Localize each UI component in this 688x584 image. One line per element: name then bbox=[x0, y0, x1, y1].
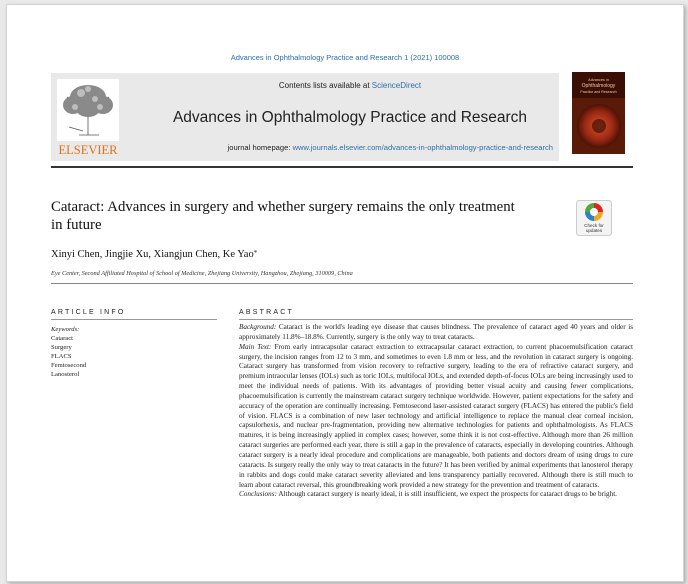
sciencedirect-link[interactable]: ScienceDirect bbox=[371, 81, 422, 90]
affiliation: Eye Center, Second Affiliated Hospital of School of Medicine, Zhejiang University, Hangzhou, Zhejiang, 310009, China bbox=[51, 270, 353, 277]
journal-citation: Advances in Ophthalmology Practice and Research 1 (2021) 100008 bbox=[230, 53, 460, 62]
check-for-updates-badge[interactable] bbox=[576, 200, 612, 236]
section-separator bbox=[51, 283, 633, 284]
keyword: Lanosterol bbox=[51, 371, 80, 378]
abstract-rule bbox=[239, 319, 633, 320]
conclusions-text: Although cataract surgery is nearly ideal, it is still insufficient, we expect the prospects for cataract drugs to be bright. bbox=[278, 490, 617, 499]
publisher-name: ELSEVIER bbox=[58, 143, 118, 157]
abstract-main-text bbox=[239, 343, 633, 491]
article-page bbox=[6, 4, 684, 582]
keyword: FLACS bbox=[51, 353, 72, 360]
journal-banner bbox=[51, 73, 559, 161]
background-text: Cataract is the world's leading eye disease that causes blindness. The prevalence of cataract aged 40 years and older is approximately 11.8%–18.8%. Currently, surgery is the only way to treat cataracts. bbox=[239, 323, 634, 341]
main-text-label: Main Text: bbox=[239, 342, 272, 351]
article-title: Cataract: Advances in surgery and whether surgery remains the only treatment in future bbox=[51, 199, 515, 233]
keywords-block bbox=[51, 325, 86, 379]
header-rule bbox=[51, 166, 633, 168]
keyword: Femtosecond bbox=[51, 362, 87, 369]
journal-cover[interactable] bbox=[572, 72, 625, 154]
author-names: Xinyi Chen, Jingjie Xu, Xiangjun Chen, Ke Yao bbox=[51, 249, 254, 260]
corresponding-author-mark[interactable]: * bbox=[253, 249, 258, 257]
article-info-heading: ARTICLE INFO bbox=[51, 309, 126, 316]
abstract-conclusions bbox=[239, 490, 633, 500]
journal-title: Advances in Ophthalmology Practice and Research bbox=[172, 109, 528, 126]
article-info-rule bbox=[51, 319, 217, 320]
author-list bbox=[51, 249, 257, 260]
cover-title-line-1: Advances in bbox=[588, 78, 609, 82]
cover-title-line-3: Practice and Research bbox=[580, 90, 617, 94]
elsevier-logo bbox=[55, 77, 121, 157]
conclusions-label: Conclusions: bbox=[239, 490, 277, 499]
keywords-label: Keywords: bbox=[51, 326, 80, 333]
journal-homepage bbox=[141, 143, 553, 152]
background-label: Background: bbox=[239, 323, 277, 331]
abstract-background bbox=[239, 323, 633, 343]
crossmark-line-2: updates bbox=[585, 228, 603, 233]
homepage-link[interactable]: www.journals.elsevier.com/advances-in-ophthalmology-practice-and-research bbox=[292, 143, 553, 152]
abstract-heading: ABSTRACT bbox=[239, 309, 294, 316]
keyword: Cataract bbox=[51, 335, 73, 342]
contents-line bbox=[141, 81, 559, 90]
keyword: Surgery bbox=[51, 344, 72, 351]
cover-title-line-2: Ophthalmology bbox=[581, 83, 616, 89]
abstract-body bbox=[239, 323, 633, 500]
crossmark-line-1: Check for bbox=[584, 223, 604, 228]
homepage-label: journal homepage: bbox=[227, 143, 291, 152]
main-text: From early intracapsular cataract extraction to extracapsular cataract extraction, to current phacoemulsification cataract surgery, the incision ranges from 12 to 3 mm, and sometimes to even 1.8 mm or less, and the revolution in cataract surgery is ongoing. Cataract surgery has transformed from vision recovery to refractive surgery, leading to the era of refractive cataract surgery, and premium intraocular lenses (IOLs) such as toric IOLs, multifocal IOLs, and extended depth-of-focus IOLs are being increasingly used to meet the individual needs of patients. With its advantages of providing better visual acuity and causing fewer complications, phacoemulsification is currently the mainstream cataract surgery technique worldwide. However, patient expectations for the safety and accuracy of the operation are continually increasing. Femtosecond laser-assisted cataract surgery (FLACS) has entered the public's field of vision. FLACS is a combination of new laser technology and artificial intelligence to replace the manual clear corneal incision, capsulorhexis, and nuclear pre-fragmentation, providing new alternative technologies for patients and ophthalmologists. As FLACS matures, it is being increasingly applied in complex cases; however, some think it is not cost-effective. Although more than 26 million cataract surgeries are performed each year, there is still a gap in the prevalence of cataracts, especially in developing countries. Although cataract surgery is a nearly ideal procedure and complications are manageable, both patients and doctors dream of using drugs to cure cataracts. Is surgery really the only way to treat cataracts in the future? It has been verified by animal experiments that lanosterol therapy in rabbits and dogs could make cataract severity alleviated and lens transparency partially recovered. Although there is still much to learn about cataract reversal, this groundbreaking work provided a new strategy for the prevention and treatment of cataracts. bbox=[239, 342, 634, 489]
contents-prefix: Contents lists available at bbox=[278, 81, 370, 90]
